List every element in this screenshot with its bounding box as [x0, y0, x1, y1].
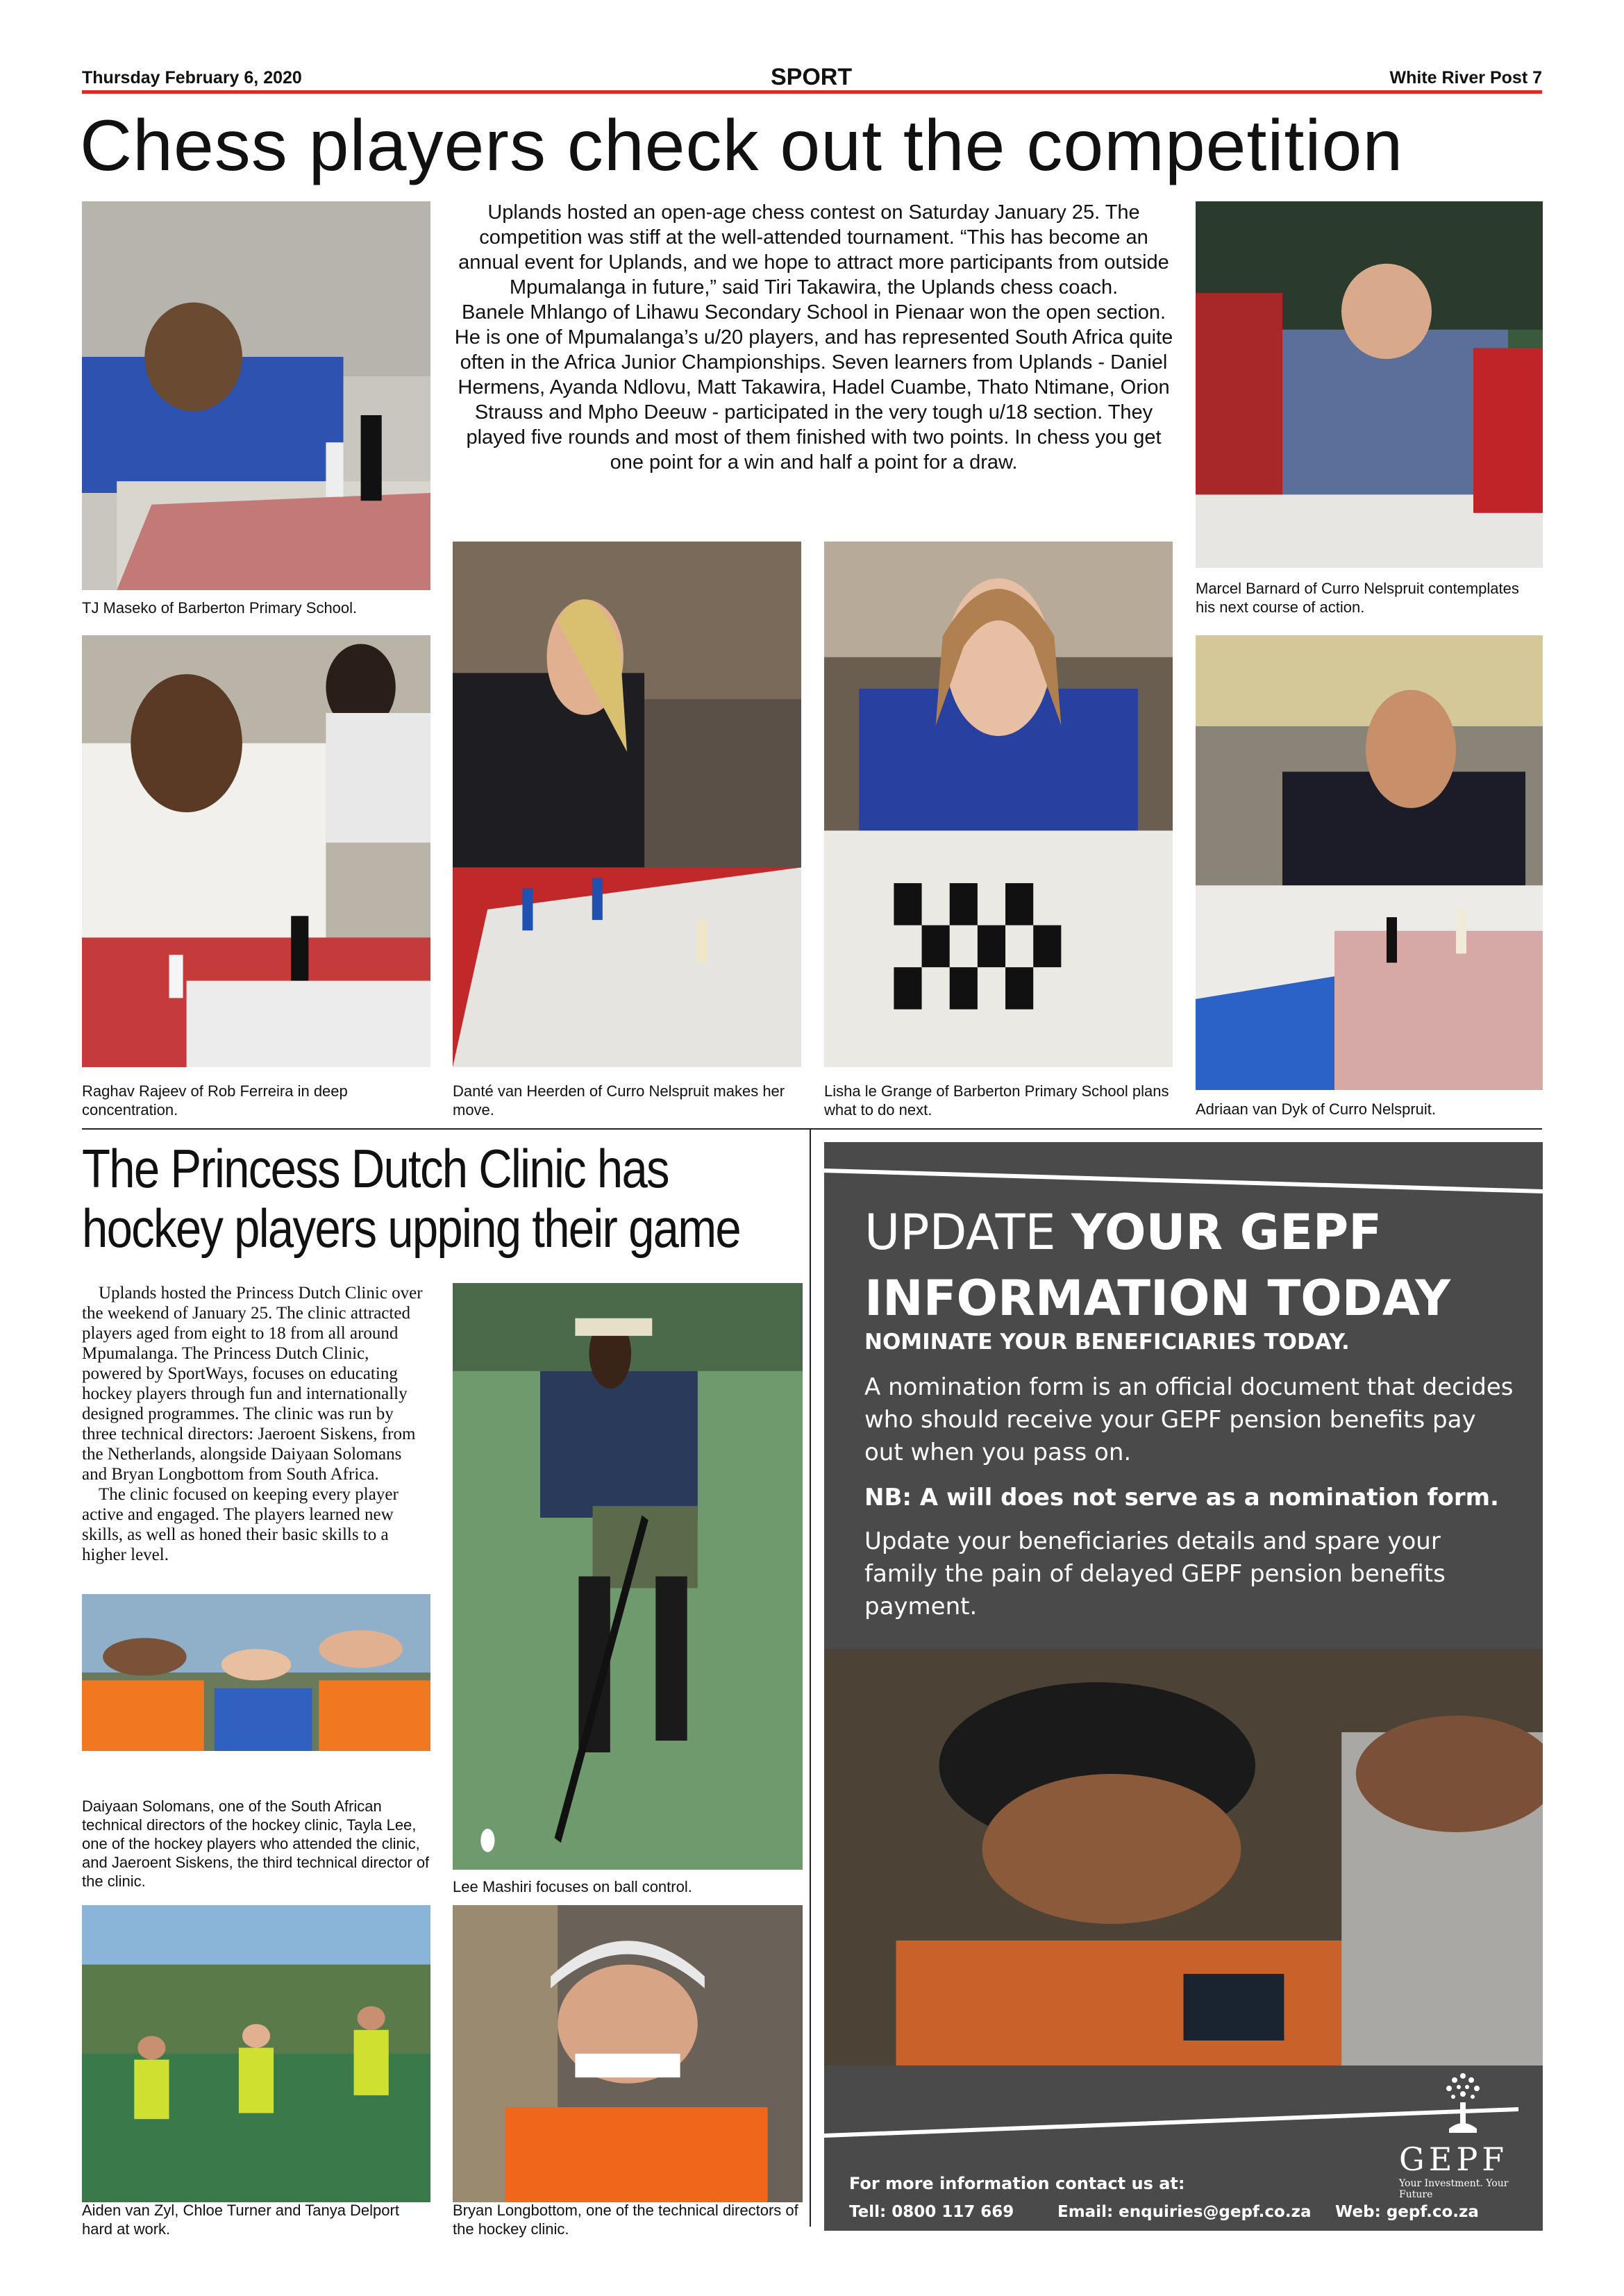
photo-dante-van-heerden — [453, 542, 801, 1067]
caption-bryan: Bryan Longbottom, one of the technical directors of the hockey clinic. — [453, 2202, 798, 2238]
page-label: White River Post 7 — [1389, 68, 1542, 87]
ad-nb: NB: A will does not serve as a nomination form. — [864, 1484, 1499, 1511]
gepf-tagline: Your Investment. Your Future — [1399, 2178, 1509, 2200]
caption-dante: Danté van Heerden of Curro Nelspruit makes her move. — [453, 1082, 785, 1118]
photo-raghav-rajeev — [82, 635, 430, 1067]
photo-aiden-chloe-tanya — [82, 1905, 430, 2202]
caption-tj: TJ Maseko of Barberton Primary School. — [82, 599, 358, 617]
caption-aiden: Aiden van Zyl, Chloe Turner and Tanya Delport hard at work. — [82, 2202, 399, 2238]
gepf-advert — [824, 1142, 1543, 2231]
photo-lisha-le-grange — [824, 542, 1173, 1067]
photo-marcel-barnard — [1196, 201, 1543, 568]
ad-tel: Tell: 0800 117 669 — [849, 2203, 1014, 2221]
hockey-article — [82, 1283, 429, 1565]
section-divider-v — [810, 1130, 811, 2227]
section-label: SPORT — [771, 64, 853, 90]
ad-subtitle: NOMINATE YOUR BENEFICIARIES TODAY. — [864, 1330, 1350, 1355]
hockey-paragraph-1: Uplands hosted the Princess Dutch Clinic over the weekend of January 25. The clinic attracted players aged from eight to 18 from all around Mpumalanga. The Princess Dutch Clinic, powered by SportWays, focuses on educating hockey players through fun and internationally designed programmes. The clinic was run by three technical directors: Jaeroent Siskens, from the Netherlands, alongside Daiyaan Solomans and Bryan Longbottom from South Africa. — [82, 1284, 423, 1484]
section-divider-h — [82, 1128, 1542, 1130]
photo-daiyaan-tayla-jaeroent — [82, 1594, 430, 1751]
photo-tj-maseko — [82, 201, 430, 590]
ad-paragraph-1: A nomination form is an official document that decides who should receive your GEPF pension benefits pay out when you pass on. — [864, 1373, 1514, 1466]
photo-lee-mashiri — [453, 1283, 803, 1870]
caption-lee: Lee Mashiri focuses on ball control. — [453, 1878, 692, 1895]
caption-lisha: Lisha le Grange of Barberton Primary School plans what to do next. — [824, 1082, 1169, 1118]
ad-web: Web: gepf.co.za — [1335, 2203, 1479, 2221]
caption-marcel: Marcel Barnard of Curro Nelspruit contemplates his next course of action. — [1196, 580, 1519, 616]
chess-article — [450, 200, 1178, 475]
ad-contact-title: For more information contact us at: — [849, 2174, 1185, 2193]
ad-email: Email: enquiries@gepf.co.za — [1057, 2203, 1312, 2221]
header-rule — [82, 90, 1542, 94]
chess-paragraph-1: Uplands hosted an open-age chess contest on Saturday January 25. The competition was stiff at the well-attended tournament. “This has become an annual event for Uplands, and we hope to attract more participants from outside Mpumalanga in future,” said Tiri Takawira, the Uplands chess coach. — [458, 201, 1169, 299]
caption-raghav: Raghav Rajeev of Rob Ferreira in deep concentration. — [82, 1082, 348, 1118]
ad-title-light: UPDATE — [864, 1204, 1071, 1261]
ad-photo-elderly-couple — [824, 1649, 1543, 2065]
issue-date: Thursday February 6, 2020 — [82, 68, 302, 87]
chess-paragraph-2: Banele Mhlango of Lihawu Secondary School in Pienaar won the open section. He is one of Mpumalanga’s u/20 players, and has represented South Africa quite often in the Africa Junior Championships. Seven learners from Uplands - Daniel Hermens, Ayanda Ndlovu, Matt Takawira, Hadel Cuambe, Thato Ntimane, Orion Strauss and Mpho Deeuw - participated in the very tough u/18 section. They played five rounds and most of them finished with two points. In chess you get one point for a win and half a point for a draw. — [454, 301, 1173, 474]
caption-daiyaan: Daiyaan Solomans, one of the South African technical directors of the hockey clinic, Tayla Lee, one of the hockey players who attended the clinic, and Jaeroent Siskens, the third technical director of the clinic. — [82, 1798, 430, 1890]
hockey-headline: The Princess Dutch Clinic has hockey players upping their game — [82, 1138, 741, 1259]
caption-adriaan: Adriaan van Dyk of Curro Nelspruit. — [1196, 1100, 1437, 1118]
ad-title — [864, 1198, 1531, 1267]
ad-title-bold-1: YOUR GEPF — [1071, 1204, 1382, 1261]
photo-adriaan-van-dyk — [1196, 635, 1543, 1090]
photo-bryan-longbottom — [453, 1905, 803, 2202]
gepf-logo-icon — [1435, 2069, 1491, 2145]
chess-headline: Chess players check out the competition — [80, 106, 1404, 186]
hockey-paragraph-2: The clinic focused on keeping every player active and engaged. The players learned new skills, as well as honed their basic skills to a higher level. — [82, 1485, 399, 1564]
gepf-logo-text: GEPF — [1399, 2140, 1509, 2178]
ad-title-line-2: INFORMATION TODAY — [864, 1270, 1451, 1327]
ad-paragraph-2: Update your beneficiaries details and spare your family the pain of delayed GEPF pension benefits payment. — [864, 1527, 1446, 1620]
